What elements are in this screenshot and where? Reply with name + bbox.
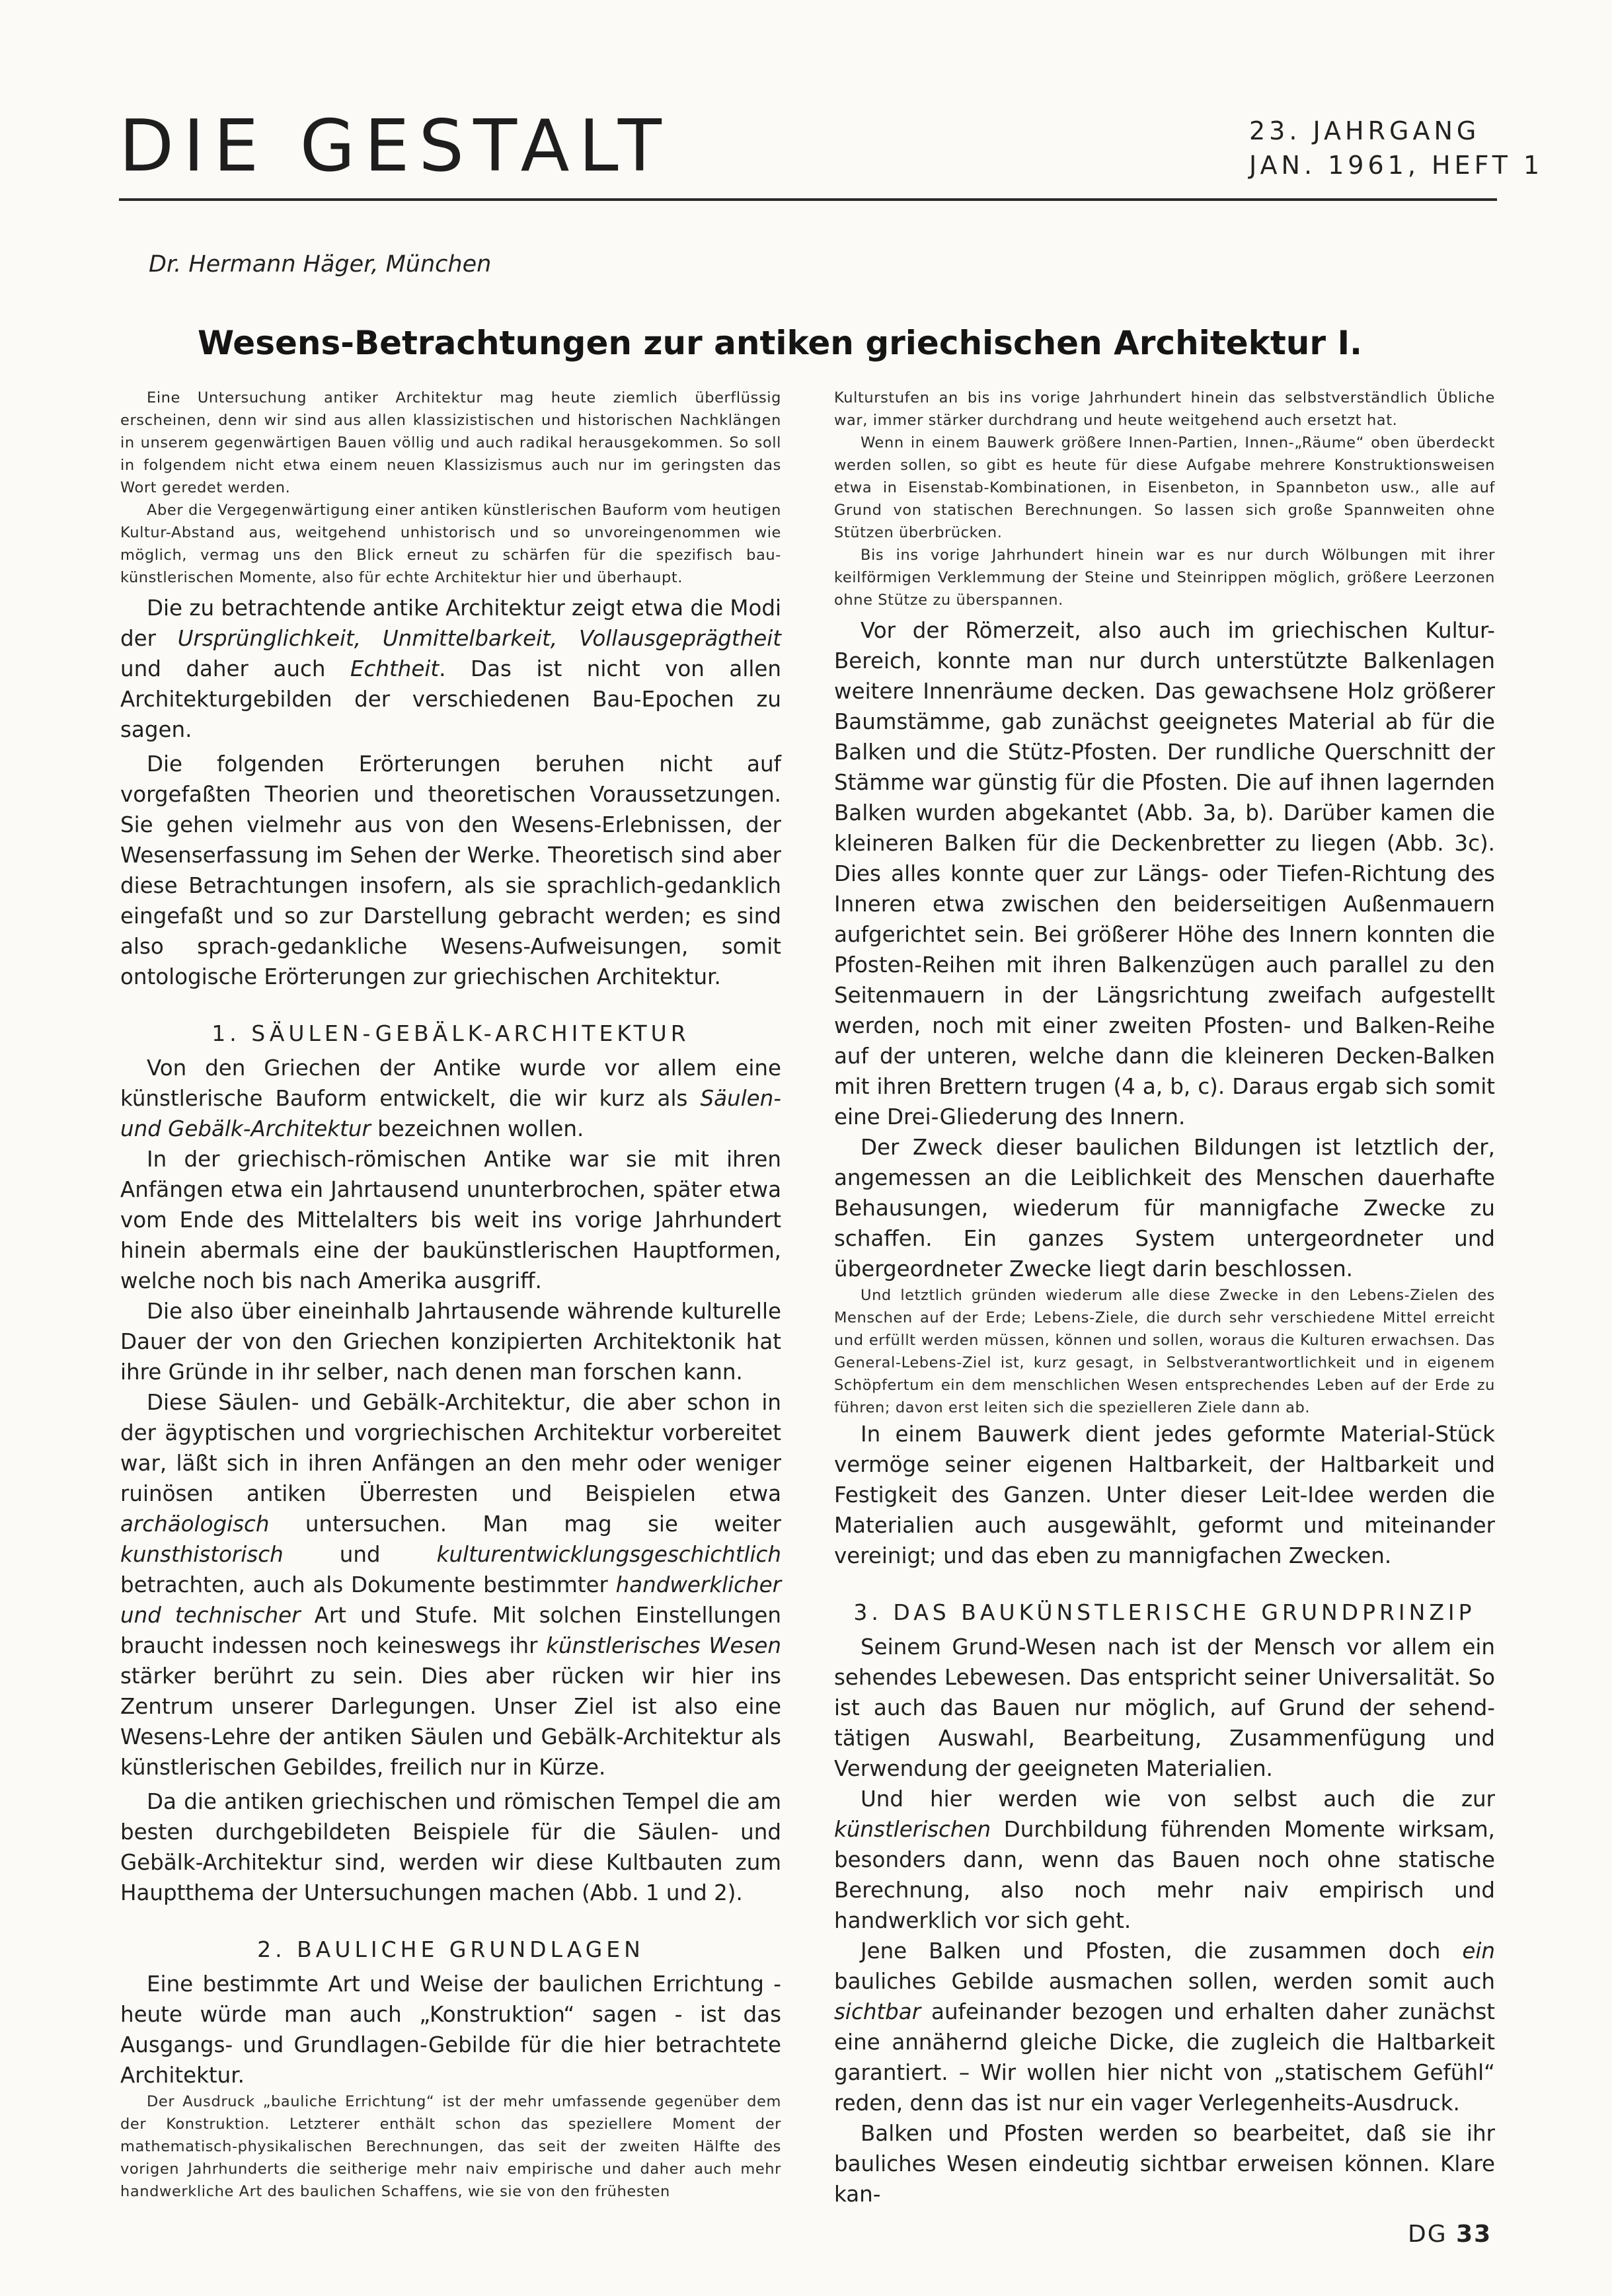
section-heading-2: 2. BAULICHE GRUNDLAGEN bbox=[257, 1936, 644, 1962]
paragraph: Balken und Pfosten werden so bearbeitet, daß sie ihr bauliches Wesen eindeutig sichtbar erweisen können. Klare kan- bbox=[834, 2121, 1495, 2207]
left-column bbox=[120, 387, 781, 2203]
page-number: DG 33 bbox=[1408, 2221, 1492, 2248]
article-author: Dr. Hermann Häger, München bbox=[149, 251, 492, 278]
paragraph: Eine Untersuchung antiker Architektur mag heute ziemlich überflüssig erscheinen, denn wir sind aus allen klassizistischen und historischen Nachklängen in unserem gegenwärtigen Bauen völlig und auch radikal herausgekommen. So soll in folgendem nicht etwa einem neuen Klassizismus auch nur im geringsten das Wort geredet werden. bbox=[120, 389, 781, 496]
paragraph: Seinem Grund-Wesen nach ist der Mensch vor allem ein sehendes Lebewesen. Das entspricht seiner Universalität. So ist auch das Bauen nur möglich, auf Grund der sehend-tätigen Auswahl, Bearbeitung, Zusammenfügung und Verwendung der geeigneten Materialien. bbox=[834, 1634, 1495, 1781]
header-rule bbox=[119, 198, 1497, 201]
paragraph: Jene Balken und Pfosten, die zusammen doch ein bauliches Gebilde ausmachen sollen, werden somit auch sichtbar aufeinander bezogen und erhalten daher zunächst eine annähernd gleiche Dicke, die zugleich die Haltbarkeit garantiert. – Wir wollen hier nicht von „statischem Gefühl“ reden, denn das ist nur ein vager Verlegenheits-Ausdruck. bbox=[834, 1938, 1495, 2116]
paragraph: Die zu betrachtende antike Architektur zeigt etwa die Modi der Ursprünglichkeit, Unmittelbarkeit, Vollausgeprägtheit und daher auch Echtheit. Das ist nicht von allen Architekturgebilden der verschiedenen Bau-Epochen zu sagen. bbox=[120, 595, 781, 742]
paragraph: Die also über eineinhalb Jahrtausende währende kulturelle Dauer der von den Griechen konzipierten Architektonik hat ihre Gründe in ihr selber, nach denen man forschen kann. bbox=[120, 1299, 781, 1385]
paragraph: Vor der Römerzeit, also auch im griechischen Kultur-Bereich, konnte man nur durch unterstützte Balkenlagen weitere Innenräume decken. Das gewachsene Holz größerer Baumstämme, gab zunächst geeignetes Material ab für die Balken und die Stütz-Pfosten. Der rundliche Querschnitt der Stämme war günstig für die Pfosten. Die auf ihnen lagernden Balken wurden abgekantet (Abb. 3a, b). Darüber kamen die kleineren Balken für die Deckenbretter zu liegen (Abb. 3c). Dies alles konnte quer zur Längs- oder Tiefen-Richtung des Inneren etwa zwischen den beiderseitigen Außenmauern aufgerichtet sein. Bei größerer Höhe des Innern konnten die Pfosten-Reihen mit ihren Balkenzügen auch parallel zu den Seitenmauern in der Längsrichtung zweifach aufgestellt werden, noch mit einer zweiten Pfosten- und Balken-Reihe auf der unteren, welche dann die kleineren Decken-Balken mit ihren Brettern trugen (4 a, b, c). Daraus ergab sich somit eine Drei-Gliederung des Innern. bbox=[834, 618, 1495, 1129]
paragraph: Von den Griechen der Antike wurde vor allem eine künstlerische Bauform entwickelt, die wir kurz als Säulen- und Gebälk-Architektur bezeichnen wollen. bbox=[120, 1055, 781, 1141]
paragraph: Aber die Vergegenwärtigung einer antiken künstlerischen Bauform vom heutigen Kultur-Abstand aus, weitgehend unhistorisch und so unvoreingenommen wie möglich, vermag uns den Blick erneut zu schärfen für die spezifisch bau-künstlerischen Momente, also für echte Architektur hier und überhaupt. bbox=[120, 502, 781, 586]
paragraph: Und letztlich gründen wiederum alle diese Zwecke in den Lebens-Zielen des Menschen auf der Erde; Lebens-Ziele, die durch sehr verschiedene Mittel erreicht und erfüllt werden müssen, können und sollen, woraus die Kulturen erwachsen. Das General-Lebens-Ziel ist, kurz gesagt, in Selbstverantwortlichkeit und in eigenem Schöpfertum ein dem menschlichen Wesen entsprechendes Leben auf der Erde zu führen; davon erst leiten sich die spezielleren Ziele dann ab. bbox=[834, 1287, 1495, 1416]
issue-info bbox=[1249, 114, 1543, 182]
paragraph: Kulturstufen an bis ins vorige Jahrhundert hinein das selbstverständlich Übliche war, immer stärker durchdrang und heute weitgehend auch ersetzt hat. bbox=[834, 389, 1495, 429]
paragraph: Und hier werden wie von selbst auch die zur künstlerischen Durchbildung führenden Momente wirksam, besonders dann, wenn das Bauen noch ohne statische Berechnung, also noch mehr naiv empirisch und handwerklich vor sich geht. bbox=[834, 1786, 1495, 1933]
paragraph: Wenn in einem Bauwerk größere Innen-Partien, Innen-„Räume“ oben überdeckt werden sollen, so gibt es heute für diese Aufgabe mehrere Konstruktionsweisen etwa in Eisenstab-Kombinationen, in Eisenbeton, in Spannbeton usw., alle auf Grund von statischen Berechnungen. So lassen sich große Spannweiten ohne Stützen überbrücken. bbox=[834, 434, 1495, 541]
paragraph: In der griechisch-römischen Antike war sie mit ihren Anfängen etwa ein Jahrtausend ununterbrochen, später etwa vom Ende des Mittelalters bis weit ins vorige Jahrhundert hinein abermals eine der baukünstlerischen Hauptformen, welche noch bis nach Amerika ausgriff. bbox=[120, 1147, 781, 1293]
paragraph: Diese Säulen- und Gebälk-Architektur, die aber schon in der ägyptischen und vorgriechischen Architektur vorbereitet war, läßt sich in ihren Anfängen an den mehr oder weniger ruinösen antiken Überresten und Beispielen etwa archäologisch untersuchen. Man mag sie weiter kunsthistorisch und kulturentwicklungsgeschichtlich betrachten, auch als Dokumente bestimmter handwerklicher und technischer Art und Stufe. Mit solchen Einstellungen braucht indessen noch keineswegs ihr künstlerisches Wesen stärker berührt zu sein. Dies aber rücken wir hier ins Zentrum unserer Darlegungen. Unser Ziel ist also eine Wesens-Lehre der antiken Säulen und Gebälk-Architektur als künstlerischen Gebildes, freilich nur in Kürze. bbox=[120, 1390, 782, 1780]
article-title: Wesens-Betrachtungen zur antiken griechischen Architektur I. bbox=[197, 324, 1363, 362]
section-heading-3: 3. DAS BAUKÜNSTLERISCHE GRUNDPRINZIP bbox=[853, 1599, 1476, 1625]
issue-volume: 23. JAHRGANG bbox=[1249, 116, 1480, 145]
paragraph: Bis ins vorige Jahrhundert hinein war es nur durch Wölbungen mit ihrer keilförmigen Verklemmung der Steine und Steinrippen möglich, größere Leerzonen ohne Stütze zu überspannen. bbox=[834, 547, 1495, 609]
section-heading-1: 1. SÄULEN-GEBÄLK-ARCHITEKTUR bbox=[211, 1020, 690, 1046]
masthead-title: DIE GESTALT bbox=[119, 105, 671, 188]
paragraph: In einem Bauwerk dient jedes geformte Material-Stück vermöge seiner eigenen Haltbarkeit, der Haltbarkeit und Festigkeit des Ganzen. Unter dieser Leit-Idee werden die Materialien auch ausgewählt, geformt und miteinander vereinigt; und das eben zu mannigfachen Zwecken. bbox=[834, 1422, 1495, 1568]
right-column bbox=[834, 387, 1495, 2209]
paragraph: Die folgenden Erörterungen beruhen nicht auf vorgefaßten Theorien und theoretischen Voraussetzungen. Sie gehen vielmehr aus von den Wesens-Erlebnissen, der Wesenserfassung im Sehen der Werke. Theoretisch sind aber diese Betrachtungen insofern, als sie sprachlich-gedanklich eingefaßt und so zur Darstellung gebracht werden; es sind also sprach-gedankliche Wesens-Aufweisungen, somit ontologische Erörterungen zur griechischen Architektur. bbox=[120, 751, 781, 989]
paragraph: Der Zweck dieser baulichen Bildungen ist letztlich der, angemessen an die Leiblichkeit des Menschen dauerhafte Behausungen, wiederum für mannigfache Zwecke zu schaffen. Ein ganzes System untergeordneter und übergeordneter Zwecke liegt darin beschlossen. bbox=[834, 1135, 1495, 1282]
paragraph: Eine bestimmte Art und Weise der baulichen Errichtung - heute würde man auch „Konstruktion“ sagen - ist das Ausgangs- und Grundlagen-Gebilde für die hier betrachtete Architektur. bbox=[120, 1971, 781, 2088]
paragraph: Der Ausdruck „bauliche Errichtung“ ist der mehr umfassende gegenüber dem der Konstruktion. Letzterer enthält schon das speziellere Moment der mathematisch-physikalischen Berechnungen, das seit der zweiten Hälfte des vorigen Jahrhunderts die seitherige mehr naiv empirische und daher auch mehr handwerkliche Art des baulichen Schaffens, wie sie von den frühesten bbox=[120, 2093, 781, 2200]
paragraph: Da die antiken griechischen und römischen Tempel die am besten durchgebildeten Beispiele für die Säulen- und Gebälk-Architektur sind, werden wir diese Kultbauten zum Hauptthema der Untersuchungen machen (Abb. 1 und 2). bbox=[120, 1789, 781, 1905]
issue-date: JAN. 1961, HEFT 1 bbox=[1249, 151, 1544, 180]
